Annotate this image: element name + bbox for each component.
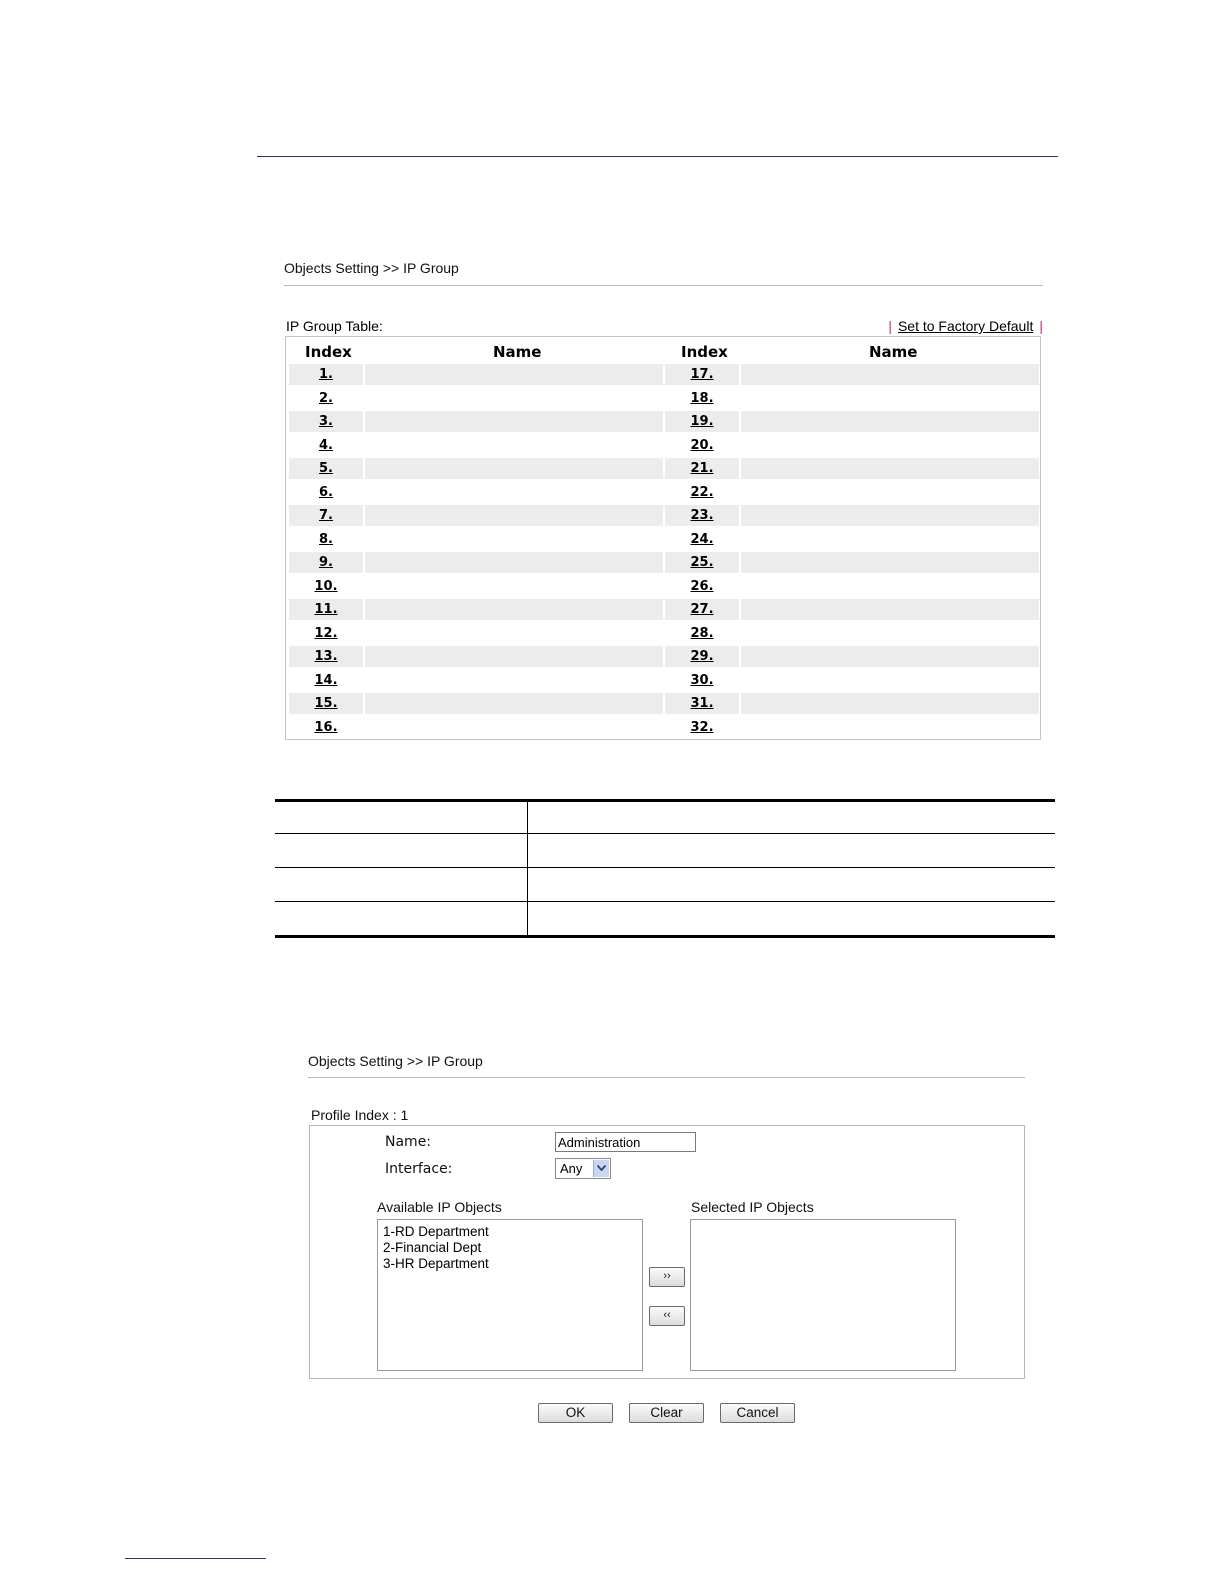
list-item[interactable]: 2-Financial Dept [383, 1240, 482, 1255]
index-cell [289, 435, 363, 456]
index-link-right[interactable]: 27. [690, 602, 714, 617]
index-cell [665, 482, 739, 503]
name-cell-right [741, 717, 1039, 738]
clear-button[interactable]: Clear [629, 1403, 704, 1423]
index-cell [289, 411, 363, 432]
index-cell [289, 623, 363, 644]
name-header-right: Name [869, 343, 918, 361]
table-row [289, 411, 1039, 432]
cancel-button[interactable]: Cancel [720, 1403, 795, 1423]
table-bottom-border [275, 935, 1055, 938]
index-link-right[interactable]: 22. [690, 484, 714, 500]
name-cell-left [365, 646, 663, 667]
table-column-divider [527, 799, 528, 937]
factory-default-group [882, 318, 1043, 334]
name-cell-left [365, 623, 663, 644]
index-link-right[interactable]: 28. [690, 625, 714, 641]
separator: | [888, 318, 892, 334]
name-cell-left [365, 670, 663, 691]
index-cell [289, 505, 363, 526]
interface-label: Interface: [385, 1161, 453, 1177]
index-link-left[interactable]: 5. [319, 461, 333, 476]
index-link-left[interactable]: 10. [314, 578, 338, 594]
index-link-right[interactable]: 32. [690, 719, 714, 735]
name-cell-right [741, 529, 1039, 550]
list-item[interactable]: 1-RD Department [383, 1224, 489, 1239]
available-objects-list[interactable] [377, 1219, 643, 1371]
table-label: IP Group Table: [286, 318, 383, 334]
index-link-left[interactable]: 8. [319, 531, 333, 547]
name-cell-left [365, 411, 663, 432]
index-link-right[interactable]: 20. [690, 437, 714, 453]
selected-objects-label: Selected IP Objects [691, 1199, 814, 1215]
profile-index-label: Profile Index : 1 [311, 1107, 409, 1123]
index-cell [289, 693, 363, 714]
name-cell-left [365, 717, 663, 738]
name-cell-left [365, 505, 663, 526]
index-cell [289, 458, 363, 479]
index-link-left[interactable]: 9. [319, 555, 333, 570]
name-cell-left [365, 458, 663, 479]
name-cell-right [741, 599, 1039, 620]
table-row [289, 458, 1039, 479]
list-item[interactable]: 3-HR Department [383, 1256, 489, 1271]
separator: | [1039, 318, 1043, 334]
index-header-left: Index [305, 343, 352, 361]
index-link-left[interactable]: 1. [319, 367, 333, 382]
name-cell-left [365, 529, 663, 550]
breadcrumb-rule [284, 285, 1043, 286]
index-link-left[interactable]: 14. [314, 672, 338, 688]
name-cell-right [741, 623, 1039, 644]
index-link-right[interactable]: 24. [690, 531, 714, 547]
index-cell [665, 435, 739, 456]
name-cell-right [741, 646, 1039, 667]
index-cell [289, 646, 363, 667]
index-link-right[interactable]: 17. [690, 367, 714, 382]
index-cell [289, 482, 363, 503]
available-objects-label: Available IP Objects [377, 1199, 502, 1215]
index-link-left[interactable]: 4. [319, 437, 333, 453]
index-link-right[interactable]: 29. [690, 649, 714, 664]
name-cell-left [365, 599, 663, 620]
index-link-left[interactable]: 15. [314, 696, 338, 711]
index-link-left[interactable]: 2. [319, 390, 333, 406]
index-link-right[interactable]: 25. [690, 555, 714, 570]
index-cell [289, 529, 363, 550]
table-row [289, 599, 1039, 620]
name-cell-right [741, 364, 1039, 385]
interface-select[interactable] [555, 1158, 611, 1179]
table-row [289, 576, 1039, 597]
index-link-right[interactable]: 26. [690, 578, 714, 594]
index-cell [665, 693, 739, 714]
table-row [289, 552, 1039, 573]
table-row [289, 529, 1039, 550]
name-cell-left [365, 552, 663, 573]
table-row [289, 670, 1039, 691]
index-cell [289, 552, 363, 573]
edit-breadcrumb-rule [308, 1077, 1025, 1078]
index-cell [665, 552, 739, 573]
name-cell-left [365, 482, 663, 503]
name-cell-right [741, 411, 1039, 432]
page-header-rule [257, 156, 1058, 157]
index-cell [665, 576, 739, 597]
index-cell [289, 670, 363, 691]
edit-breadcrumb: Objects Setting >> IP Group [308, 1053, 483, 1069]
table-row [289, 482, 1039, 503]
table-row [289, 505, 1039, 526]
name-cell-right [741, 505, 1039, 526]
index-cell [665, 364, 739, 385]
table-row [289, 646, 1039, 667]
name-cell-right [741, 482, 1039, 503]
index-link-left[interactable]: 13. [314, 649, 338, 664]
name-cell-right [741, 552, 1039, 573]
index-link-left[interactable]: 12. [314, 625, 338, 641]
ip-group-table [285, 336, 1041, 740]
table-row [289, 717, 1039, 738]
remove-object-button[interactable]: ‹‹ [649, 1306, 685, 1326]
index-cell [289, 599, 363, 620]
index-cell [665, 411, 739, 432]
index-link-right[interactable]: 21. [690, 461, 714, 476]
table-row [289, 623, 1039, 644]
index-link-right[interactable]: 18. [690, 390, 714, 406]
index-cell [665, 646, 739, 667]
index-cell [665, 458, 739, 479]
name-cell-right [741, 693, 1039, 714]
table-row [289, 388, 1039, 409]
name-cell-right [741, 670, 1039, 691]
table-top-border [275, 799, 1055, 802]
name-cell-right [741, 388, 1039, 409]
index-link-left[interactable]: 3. [319, 414, 333, 429]
name-cell-left [365, 693, 663, 714]
index-link-right[interactable]: 30. [690, 672, 714, 688]
table-row-divider [275, 901, 1055, 902]
index-cell [665, 623, 739, 644]
index-link-right[interactable]: 23. [690, 508, 714, 523]
name-cell-left [365, 364, 663, 385]
name-cell-right [741, 458, 1039, 479]
index-cell [665, 388, 739, 409]
breadcrumb: Objects Setting >> IP Group [284, 260, 459, 276]
table-row [289, 435, 1039, 456]
description-table [275, 799, 1055, 937]
interface-value: Any [560, 1161, 583, 1176]
table-row-divider [275, 867, 1055, 868]
footnote-rule [125, 1558, 266, 1559]
index-cell [665, 529, 739, 550]
ok-button[interactable]: OK [538, 1403, 613, 1423]
index-link-right[interactable]: 19. [690, 414, 714, 429]
index-cell [665, 670, 739, 691]
index-cell [289, 717, 363, 738]
index-cell [289, 388, 363, 409]
add-object-button[interactable]: ›› [649, 1267, 685, 1287]
index-cell [665, 717, 739, 738]
index-link-left[interactable]: 7. [319, 508, 333, 523]
table-row-divider [275, 833, 1055, 834]
index-link-left[interactable]: 16. [314, 719, 338, 735]
name-header-left: Name [493, 343, 542, 361]
name-cell-left [365, 576, 663, 597]
index-link-left[interactable]: 11. [314, 602, 338, 617]
name-cell-right [741, 576, 1039, 597]
table-row [289, 364, 1039, 385]
name-cell-left [365, 388, 663, 409]
index-link-right[interactable]: 31. [690, 696, 714, 711]
table-row [289, 693, 1039, 714]
factory-default-link[interactable]: Set to Factory Default [897, 318, 1034, 334]
name-cell-left [365, 435, 663, 456]
index-link-left[interactable]: 6. [319, 484, 333, 500]
index-cell [289, 364, 363, 385]
chevron-down-icon[interactable] [593, 1160, 609, 1177]
name-label: Name: [385, 1134, 432, 1150]
index-cell [665, 505, 739, 526]
selected-objects-list[interactable] [690, 1219, 956, 1371]
index-cell [665, 599, 739, 620]
name-input[interactable] [555, 1132, 696, 1152]
name-cell-right [741, 435, 1039, 456]
index-header-right: Index [681, 343, 728, 361]
index-cell [289, 576, 363, 597]
